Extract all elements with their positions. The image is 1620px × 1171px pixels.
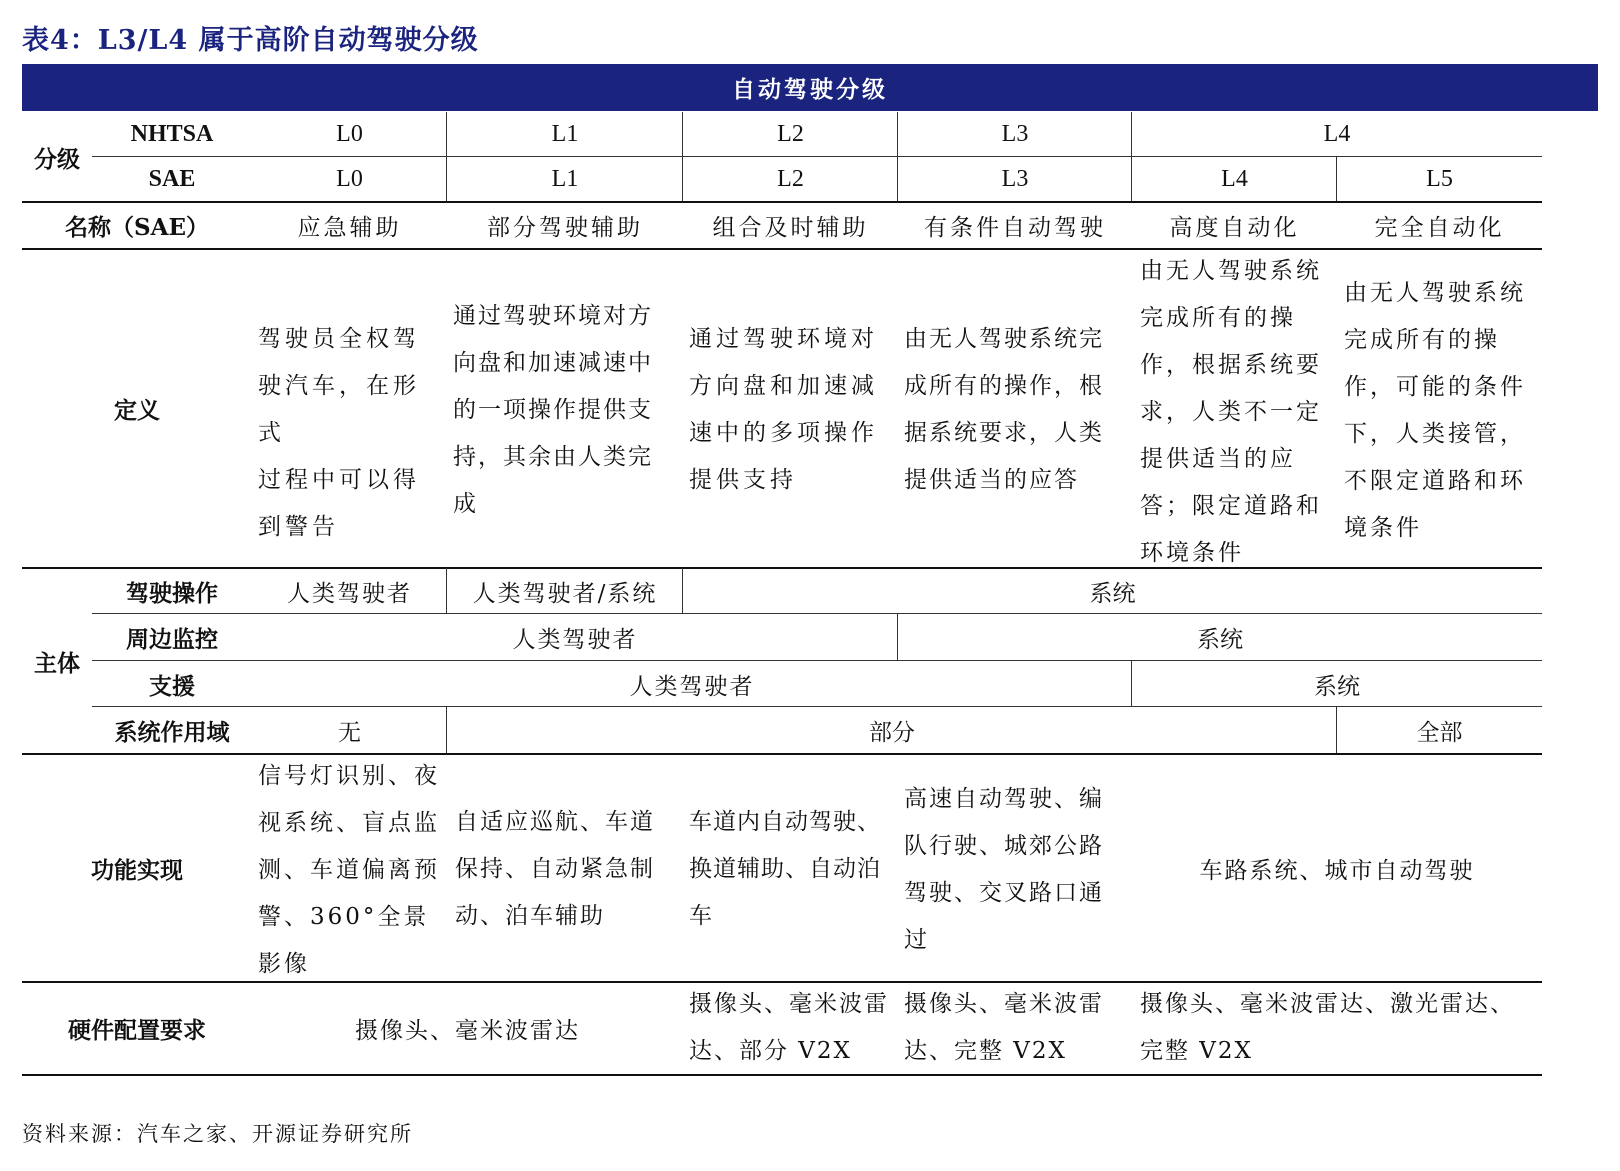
line: 驾驶、交叉路口通 bbox=[904, 880, 1104, 906]
driving-cell: 人类驾驶者 bbox=[287, 580, 412, 607]
nhtsa-level: L3 bbox=[1001, 121, 1029, 147]
line: 摄像头、毫米波雷达、激光雷达、 bbox=[1140, 991, 1515, 1017]
nhtsa-level: L1 bbox=[551, 121, 579, 147]
grid-line bbox=[446, 568, 447, 613]
grid-line bbox=[22, 201, 1542, 203]
grid-line bbox=[446, 112, 447, 201]
line: 高速自动驾驶、编 bbox=[904, 786, 1104, 812]
grid-line bbox=[1131, 112, 1132, 201]
hardware-cell bbox=[689, 981, 896, 1075]
hardware-cell bbox=[1140, 981, 1540, 1075]
functions-cell bbox=[904, 776, 1130, 964]
domain-cell: 部分 bbox=[869, 720, 915, 746]
nhtsa-level: L4 bbox=[1323, 121, 1351, 147]
line: 提供适当的应答 bbox=[904, 467, 1079, 493]
line: 向盘和加速减速中 bbox=[453, 350, 653, 376]
sae-level: L2 bbox=[777, 166, 804, 192]
domain-label: 系统作用域 bbox=[114, 719, 230, 746]
sae-level: L4 bbox=[1221, 166, 1248, 192]
grid-line bbox=[22, 567, 1542, 569]
line: 由无人驾驶系统完 bbox=[904, 326, 1104, 352]
subject-label: 主体 bbox=[34, 649, 80, 677]
line: 车 bbox=[689, 903, 713, 929]
hardware-cell bbox=[904, 981, 1130, 1075]
line: 驾驶员全权驾 bbox=[258, 326, 420, 352]
line: 完整 V2X bbox=[1140, 1038, 1253, 1064]
definition-label: 定义 bbox=[114, 397, 160, 424]
definition-cell bbox=[453, 293, 681, 528]
line: 下，人类接管， bbox=[1344, 421, 1526, 447]
grid-line bbox=[22, 981, 1542, 983]
sae-label: SAE bbox=[148, 166, 196, 192]
line: 速中的多项操作 bbox=[689, 420, 878, 446]
grading-label: 分级 bbox=[34, 145, 80, 173]
line: 信号灯识别、夜 bbox=[258, 763, 440, 789]
line: 成 bbox=[453, 491, 478, 517]
support-cell: 人类驾驶者 bbox=[629, 673, 755, 700]
line: 通过驾驶环境对方 bbox=[453, 303, 653, 329]
line: 答；限定道路和 bbox=[1140, 493, 1322, 519]
line: 视系统、盲点监 bbox=[258, 810, 440, 836]
sae-level: L3 bbox=[1001, 166, 1029, 192]
grid-line bbox=[22, 753, 1542, 755]
functions-cell bbox=[258, 753, 443, 988]
grid-line bbox=[92, 706, 1542, 707]
line: 车道内自动驾驶、 bbox=[689, 809, 881, 835]
line: 作，可能的条件 bbox=[1344, 374, 1526, 400]
line: 境条件 bbox=[1344, 515, 1422, 541]
grid-line bbox=[682, 112, 683, 201]
line: 提供支持 bbox=[689, 467, 797, 493]
line: 不限定道路和环 bbox=[1344, 468, 1526, 494]
grid-line bbox=[22, 248, 1542, 250]
line: 达、完整 V2X bbox=[904, 1038, 1067, 1064]
functions-label: 功能实现 bbox=[91, 856, 183, 884]
name-cell: 部分驾驶辅助 bbox=[487, 215, 643, 241]
definition-cell bbox=[1140, 248, 1335, 577]
line: 由无人驾驶系统 bbox=[1344, 280, 1526, 306]
line: 由无人驾驶系统 bbox=[1140, 258, 1322, 284]
support-cell: 系统 bbox=[1314, 673, 1360, 700]
grid-line bbox=[1336, 707, 1337, 753]
driving-label: 驾驶操作 bbox=[126, 579, 218, 607]
table-title: 表4：L3/L4 属于高阶自动驾驶分级 bbox=[22, 25, 479, 56]
name-cell: 应急辅助 bbox=[297, 215, 402, 241]
grid-line bbox=[92, 613, 1542, 614]
line: 环境条件 bbox=[1140, 540, 1244, 566]
nhtsa-level: L0 bbox=[336, 121, 363, 147]
grid-line bbox=[22, 1074, 1542, 1076]
names-label: 名称（SAE） bbox=[65, 214, 209, 241]
line: 过程中可以得 bbox=[258, 467, 420, 493]
line: 持，其余由人类完 bbox=[453, 444, 653, 470]
line: 换道辅助、自动泊 bbox=[689, 856, 881, 882]
line: 动、泊车辅助 bbox=[455, 903, 605, 929]
table-header: 自动驾驶分级 bbox=[22, 64, 1598, 111]
name-cell: 高度自动化 bbox=[1169, 215, 1300, 241]
domain-cell: 全部 bbox=[1416, 720, 1463, 746]
monitor-label: 周边监控 bbox=[126, 626, 218, 653]
line: 提供适当的应 bbox=[1140, 446, 1296, 472]
grid-line bbox=[897, 112, 898, 201]
definition-cell bbox=[904, 316, 1130, 504]
nhtsa-level: L2 bbox=[777, 121, 804, 147]
line: 完成所有的操 bbox=[1344, 327, 1500, 353]
monitor-cell: 系统 bbox=[1197, 627, 1243, 653]
source-note: 资料来源：汽车之家、开源证券研究所 bbox=[22, 1122, 413, 1146]
line: 过 bbox=[904, 927, 929, 953]
grid-line bbox=[897, 614, 898, 660]
definition-cell bbox=[258, 316, 443, 551]
nhtsa-label: NHTSA bbox=[130, 121, 214, 147]
line: 警、360°全景 bbox=[258, 904, 430, 930]
grid-line bbox=[92, 660, 1542, 661]
definition-cell bbox=[689, 316, 894, 504]
functions-cell bbox=[689, 799, 896, 940]
line: 通过驾驶环境对 bbox=[689, 326, 878, 352]
name-cell: 组合及时辅助 bbox=[712, 215, 869, 241]
line: 自适应巡航、车道 bbox=[455, 809, 655, 835]
name-cell: 有条件自动驾驶 bbox=[924, 215, 1106, 241]
functions-cell: 车路系统、城市自动驾驶 bbox=[1199, 857, 1475, 884]
line: 据系统要求，人类 bbox=[904, 420, 1104, 446]
line: 队行驶、城郊公路 bbox=[904, 833, 1104, 859]
hardware-cell: 摄像头、毫米波雷达 bbox=[355, 1018, 580, 1044]
line: 测、车道偏离预 bbox=[258, 857, 440, 883]
line: 影像 bbox=[258, 951, 310, 977]
line: 摄像头、毫米波雷 bbox=[689, 991, 889, 1017]
support-label: 支援 bbox=[149, 672, 195, 700]
sae-level: L5 bbox=[1426, 166, 1453, 192]
line: 达、部分 V2X bbox=[689, 1038, 852, 1064]
line: 完成所有的操 bbox=[1140, 305, 1296, 331]
line: 驶汽车，在形式 bbox=[258, 373, 420, 446]
sae-level: L1 bbox=[551, 166, 579, 192]
grid-line bbox=[1131, 661, 1132, 706]
name-cell: 完全自动化 bbox=[1374, 215, 1505, 241]
grid-line bbox=[92, 156, 1542, 157]
grid-line bbox=[1336, 157, 1337, 201]
grid-line bbox=[446, 707, 447, 753]
line: 成所有的操作，根 bbox=[904, 373, 1104, 399]
line: 的一项操作提供支 bbox=[453, 397, 653, 423]
line: 求，人类不一定 bbox=[1140, 399, 1322, 425]
functions-cell bbox=[455, 799, 681, 940]
sae-level: L0 bbox=[336, 166, 363, 192]
driving-cell: 人类驾驶者/系统 bbox=[472, 580, 658, 607]
grid-line bbox=[682, 568, 683, 613]
domain-cell: 无 bbox=[338, 720, 361, 746]
line: 保持、自动紧急制 bbox=[455, 856, 655, 882]
line: 摄像头、毫米波雷 bbox=[904, 991, 1104, 1017]
hardware-label: 硬件配置要求 bbox=[68, 1017, 206, 1044]
line: 作，根据系统要 bbox=[1140, 352, 1322, 378]
monitor-cell: 人类驾驶者 bbox=[512, 627, 638, 653]
driving-cell: 系统 bbox=[1089, 580, 1136, 607]
definition-cell bbox=[1344, 270, 1540, 552]
line: 方向盘和加速减 bbox=[689, 373, 878, 399]
line: 到警告 bbox=[258, 514, 339, 540]
